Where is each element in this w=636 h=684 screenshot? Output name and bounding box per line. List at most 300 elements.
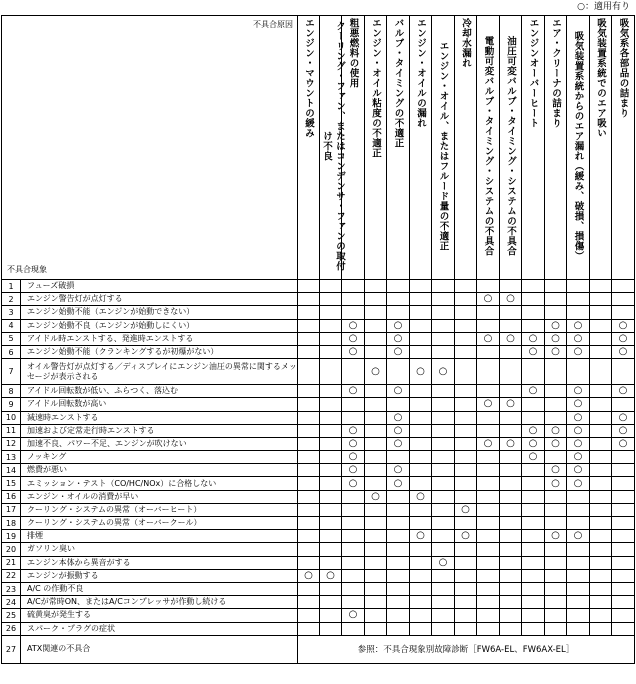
matrix-cell	[500, 385, 522, 398]
matrix-cell	[410, 319, 432, 332]
symptom-label: 硫黄臭が発生する	[21, 609, 298, 622]
matrix-cell	[500, 569, 522, 582]
applicable-mark: ○	[438, 365, 448, 377]
matrix-cell	[410, 517, 432, 530]
matrix-cell	[567, 464, 590, 477]
symptom-row	[2, 411, 635, 424]
applicable-mark: ○	[618, 411, 628, 423]
matrix-cell	[342, 477, 365, 490]
matrix-cell	[342, 280, 365, 293]
matrix-cell	[612, 464, 635, 477]
matrix-cell	[298, 543, 320, 556]
symptom-label: 燃費が悪い	[21, 464, 298, 477]
matrix-cell	[432, 306, 455, 319]
matrix-cell	[612, 490, 635, 503]
applicable-mark: ○	[551, 477, 560, 489]
matrix-cell	[545, 609, 567, 622]
applicable-mark: ○	[393, 385, 403, 397]
matrix-cell	[410, 424, 432, 437]
matrix-cell	[387, 411, 410, 424]
matrix-cell	[522, 503, 545, 516]
matrix-cell	[410, 490, 432, 503]
matrix-cell	[410, 332, 432, 345]
matrix-cell	[298, 306, 320, 319]
row-number: 17	[2, 503, 21, 516]
symptom-label: ATX関連の不具合	[21, 635, 298, 663]
symptom-label: エンジン始動不能（エンジンが始動できない）	[21, 306, 298, 319]
matrix-cell	[522, 477, 545, 490]
matrix-cell	[320, 306, 342, 319]
matrix-cell	[567, 319, 590, 332]
matrix-cell	[320, 332, 342, 345]
cause-column-header	[567, 16, 590, 280]
cause-column-header	[590, 16, 612, 280]
applicable-mark: ○	[618, 437, 628, 449]
matrix-cell	[522, 490, 545, 503]
matrix-cell	[455, 464, 477, 477]
matrix-cell	[522, 609, 545, 622]
row-number: 21	[2, 556, 21, 569]
applicable-mark: ○	[348, 609, 358, 621]
matrix-cell	[545, 569, 567, 582]
matrix-cell	[612, 359, 635, 385]
matrix-cell	[545, 293, 567, 306]
matrix-cell	[522, 437, 545, 450]
applicable-mark: ○	[393, 319, 403, 331]
diagnosis-matrix	[1, 15, 635, 664]
cause-column-header	[387, 16, 410, 280]
applicable-mark: ○	[348, 385, 358, 397]
matrix-cell	[455, 319, 477, 332]
matrix-cell	[387, 464, 410, 477]
matrix-cell	[387, 503, 410, 516]
matrix-cell	[567, 345, 590, 358]
cause-label: クーリング・ファン、またはコンデンサ・ファンの取付け不良	[321, 21, 345, 271]
matrix-cell	[432, 398, 455, 411]
symptom-row	[2, 582, 635, 595]
matrix-cell	[320, 556, 342, 569]
matrix-cell	[567, 332, 590, 345]
matrix-cell	[365, 319, 387, 332]
symptom-label: アイドル回転数が高い	[21, 398, 298, 411]
matrix-cell	[477, 569, 500, 582]
symptom-row	[2, 517, 635, 530]
matrix-cell	[545, 451, 567, 464]
matrix-cell	[455, 477, 477, 490]
matrix-cell	[522, 319, 545, 332]
matrix-cell	[522, 517, 545, 530]
matrix-cell	[320, 437, 342, 450]
applicable-mark: ○	[438, 556, 448, 568]
matrix-cell	[320, 517, 342, 530]
applicable-mark: ○	[551, 437, 560, 449]
matrix-cell	[320, 411, 342, 424]
matrix-cell	[342, 359, 365, 385]
matrix-cell	[477, 582, 500, 595]
matrix-cell	[522, 622, 545, 635]
matrix-cell	[387, 622, 410, 635]
matrix-cell	[432, 556, 455, 569]
symptom-label: A/C の作動不良	[21, 582, 298, 595]
symptom-label: エンジン警告灯が点灯する	[21, 293, 298, 306]
row-number: 15	[2, 477, 21, 490]
matrix-cell	[590, 385, 612, 398]
matrix-cell	[298, 609, 320, 622]
matrix-cell	[612, 293, 635, 306]
matrix-cell	[387, 385, 410, 398]
symptom-header-label: 不具合現象	[7, 265, 47, 274]
matrix-cell	[500, 582, 522, 595]
matrix-cell	[545, 398, 567, 411]
applicable-mark: ○	[618, 332, 628, 344]
matrix-cell	[612, 609, 635, 622]
matrix-cell	[455, 424, 477, 437]
matrix-cell	[342, 517, 365, 530]
applicable-mark: ○	[551, 319, 560, 331]
applicable-mark: ○	[528, 385, 538, 397]
cause-label: エンジン・オイルの漏れ	[415, 18, 426, 128]
applicable-mark: ○	[326, 569, 335, 581]
matrix-cell	[590, 293, 612, 306]
matrix-cell	[320, 609, 342, 622]
row-number: 9	[2, 398, 21, 411]
cause-label: エンジンオーバーヒート	[527, 18, 539, 128]
matrix-cell	[477, 517, 500, 530]
applicable-mark: ○	[528, 424, 538, 436]
matrix-cell	[500, 596, 522, 609]
matrix-cell	[298, 437, 320, 450]
row-number: 4	[2, 319, 21, 332]
cause-label: エア・クリーナの詰まり	[550, 18, 561, 128]
matrix-cell	[320, 582, 342, 595]
matrix-cell	[432, 530, 455, 543]
matrix-cell	[298, 332, 320, 345]
matrix-cell	[500, 503, 522, 516]
symptom-label: ガソリン臭い	[21, 543, 298, 556]
matrix-cell	[432, 622, 455, 635]
cause-column-header	[365, 16, 387, 280]
matrix-cell	[320, 319, 342, 332]
matrix-cell	[387, 359, 410, 385]
matrix-cell	[432, 332, 455, 345]
matrix-cell	[455, 306, 477, 319]
matrix-cell	[342, 451, 365, 464]
matrix-cell	[320, 596, 342, 609]
matrix-cell	[432, 464, 455, 477]
applicable-mark: ○	[348, 332, 358, 344]
matrix-cell	[410, 359, 432, 385]
matrix-cell	[342, 596, 365, 609]
matrix-cell	[500, 319, 522, 332]
matrix-cell	[545, 517, 567, 530]
matrix-cell	[477, 306, 500, 319]
matrix-cell	[410, 609, 432, 622]
matrix-cell	[455, 437, 477, 450]
matrix-cell	[477, 345, 500, 358]
matrix-cell	[298, 411, 320, 424]
matrix-cell	[365, 306, 387, 319]
matrix-cell	[298, 385, 320, 398]
matrix-cell	[432, 280, 455, 293]
matrix-cell	[567, 622, 590, 635]
cause-label: エンジン・オイル粘度の不適正	[370, 18, 381, 158]
applicable-mark: ○	[393, 464, 403, 476]
matrix-cell	[500, 543, 522, 556]
matrix-cell	[567, 293, 590, 306]
symptom-label: ノッキング	[21, 451, 298, 464]
matrix-cell	[590, 543, 612, 556]
matrix-cell	[298, 359, 320, 385]
cause-label: バルブ・タイミングの不適正	[392, 18, 404, 148]
matrix-cell	[342, 609, 365, 622]
matrix-cell	[455, 596, 477, 609]
matrix-cell	[432, 596, 455, 609]
cause-column-header	[298, 16, 320, 280]
matrix-cell	[455, 569, 477, 582]
matrix-cell	[365, 385, 387, 398]
matrix-cell	[365, 596, 387, 609]
matrix-cell	[432, 359, 455, 385]
row-number: 25	[2, 609, 21, 622]
matrix-cell	[590, 609, 612, 622]
matrix-cell	[387, 280, 410, 293]
matrix-cell	[342, 332, 365, 345]
matrix-cell	[342, 411, 365, 424]
matrix-cell	[320, 622, 342, 635]
symptom-label: クーリング・システムの異常（オーバーヒート）	[21, 503, 298, 516]
matrix-cell	[387, 543, 410, 556]
matrix-cell	[500, 622, 522, 635]
matrix-cell	[567, 569, 590, 582]
symptom-row	[2, 385, 635, 398]
matrix-cell	[500, 332, 522, 345]
matrix-cell	[320, 490, 342, 503]
applicable-mark: ○	[393, 332, 403, 344]
cause-column-header	[410, 16, 432, 280]
matrix-cell	[455, 490, 477, 503]
applicable-mark: ○	[483, 293, 493, 305]
symptom-label: エンジン始動不能（クランキングするが初爆がない）	[21, 345, 298, 358]
matrix-cell	[410, 398, 432, 411]
applicable-mark: ○	[483, 332, 493, 344]
matrix-cell	[298, 490, 320, 503]
symptom-row	[2, 293, 635, 306]
matrix-cell	[342, 464, 365, 477]
matrix-cell	[387, 293, 410, 306]
matrix-cell	[455, 556, 477, 569]
cause-label: エンジン・マウントの緩み	[303, 18, 314, 138]
matrix-cell	[567, 543, 590, 556]
matrix-cell	[298, 451, 320, 464]
symptom-row	[2, 398, 635, 411]
matrix-cell	[500, 530, 522, 543]
matrix-cell	[500, 517, 522, 530]
row-number: 2	[2, 293, 21, 306]
matrix-cell	[410, 280, 432, 293]
applicable-mark: ○	[551, 346, 560, 358]
applicable-mark: ○	[506, 332, 515, 344]
matrix-cell	[455, 332, 477, 345]
matrix-cell	[342, 490, 365, 503]
matrix-cell	[387, 451, 410, 464]
matrix-cell	[410, 503, 432, 516]
matrix-cell	[410, 543, 432, 556]
row-number: 27	[2, 635, 21, 663]
applicable-mark: ○	[393, 477, 403, 489]
matrix-cell	[455, 359, 477, 385]
cause-label: 粗悪燃料の使用	[347, 18, 359, 88]
matrix-cell	[410, 293, 432, 306]
cause-label: 冷却水漏れ	[460, 18, 471, 68]
symptom-row	[2, 596, 635, 609]
matrix-cell	[545, 622, 567, 635]
matrix-cell	[455, 530, 477, 543]
matrix-cell	[567, 424, 590, 437]
symptom-row	[2, 477, 635, 490]
matrix-cell	[298, 477, 320, 490]
matrix-cell	[477, 385, 500, 398]
matrix-cell	[500, 609, 522, 622]
matrix-cell	[590, 596, 612, 609]
matrix-cell	[590, 319, 612, 332]
row-number: 3	[2, 306, 21, 319]
matrix-cell	[590, 477, 612, 490]
symptom-row	[2, 280, 635, 293]
matrix-cell	[432, 477, 455, 490]
matrix-cell	[455, 582, 477, 595]
matrix-cell	[567, 306, 590, 319]
matrix-cell	[612, 306, 635, 319]
symptom-label: エンジン始動不良（エンジンが始動しにくい）	[21, 319, 298, 332]
matrix-cell	[387, 596, 410, 609]
matrix-cell	[477, 359, 500, 385]
row-number: 7	[2, 359, 21, 385]
applicable-mark: ○	[461, 503, 470, 515]
matrix-cell	[455, 345, 477, 358]
row-number: 19	[2, 530, 21, 543]
row-number: 18	[2, 517, 21, 530]
matrix-cell	[320, 503, 342, 516]
matrix-cell	[545, 385, 567, 398]
row-number: 8	[2, 385, 21, 398]
matrix-cell	[522, 345, 545, 358]
matrix-cell	[342, 398, 365, 411]
applicable-mark: ○	[573, 424, 583, 436]
matrix-cell	[522, 306, 545, 319]
matrix-cell	[500, 411, 522, 424]
matrix-cell	[298, 319, 320, 332]
symptom-row	[2, 609, 635, 622]
matrix-cell	[545, 530, 567, 543]
matrix-cell	[410, 622, 432, 635]
symptom-row	[2, 345, 635, 358]
matrix-cell	[342, 306, 365, 319]
matrix-cell	[432, 451, 455, 464]
matrix-cell	[320, 359, 342, 385]
matrix-cell	[432, 609, 455, 622]
matrix-cell	[567, 385, 590, 398]
applicable-mark: ○	[551, 424, 560, 436]
matrix-cell	[567, 556, 590, 569]
symptom-label: エンジン本体から異音がする	[21, 556, 298, 569]
applicable-mark: ○	[506, 293, 515, 305]
row-number: 5	[2, 332, 21, 345]
symptom-label: エンジン・オイルの消費が早い	[21, 490, 298, 503]
applicable-mark: ○	[618, 319, 628, 331]
matrix-cell	[477, 503, 500, 516]
applicable-mark: ○	[348, 464, 358, 476]
matrix-cell	[612, 477, 635, 490]
matrix-cell	[522, 464, 545, 477]
matrix-cell	[545, 319, 567, 332]
matrix-cell	[432, 503, 455, 516]
cause-header-label: 不具合原因	[253, 20, 293, 29]
matrix-cell	[500, 464, 522, 477]
row-number: 6	[2, 345, 21, 358]
cause-column-header	[500, 16, 522, 280]
symptom-row	[2, 451, 635, 464]
matrix-cell	[590, 437, 612, 450]
matrix-cell	[298, 398, 320, 411]
matrix-cell	[522, 280, 545, 293]
matrix-cell	[432, 517, 455, 530]
symptom-row	[2, 622, 635, 635]
applicable-mark: ○	[371, 490, 380, 502]
applicable-mark: ○	[551, 332, 560, 344]
cause-label: 吸気系各部品の詰まり	[617, 18, 629, 118]
applicable-mark: ○	[393, 411, 403, 423]
matrix-cell	[477, 464, 500, 477]
matrix-cell	[298, 464, 320, 477]
symptom-label: 加速および定常走行時エンストする	[21, 424, 298, 437]
matrix-cell	[320, 477, 342, 490]
matrix-cell	[612, 345, 635, 358]
symptom-label: 減速時エンストする	[21, 411, 298, 424]
row-number: 13	[2, 451, 21, 464]
matrix-cell	[612, 280, 635, 293]
matrix-cell	[387, 306, 410, 319]
matrix-cell	[342, 385, 365, 398]
matrix-cell	[410, 464, 432, 477]
applicable-mark: ○	[573, 530, 583, 542]
applicable-mark: ○	[506, 398, 515, 410]
matrix-cell	[410, 345, 432, 358]
matrix-cell	[477, 319, 500, 332]
matrix-cell	[522, 332, 545, 345]
matrix-cell	[432, 319, 455, 332]
matrix-cell	[500, 306, 522, 319]
matrix-cell	[432, 411, 455, 424]
symptom-row	[2, 332, 635, 345]
matrix-cell	[387, 332, 410, 345]
matrix-cell	[455, 280, 477, 293]
row-number: 24	[2, 596, 21, 609]
matrix-cell	[590, 622, 612, 635]
matrix-cell	[320, 398, 342, 411]
matrix-cell	[455, 451, 477, 464]
applicable-mark: ○	[573, 346, 583, 358]
matrix-cell	[567, 517, 590, 530]
cause-label: 吸気装置系統でのエア吸い	[595, 18, 606, 138]
matrix-cell	[477, 622, 500, 635]
matrix-cell	[387, 569, 410, 582]
matrix-cell	[342, 424, 365, 437]
matrix-cell	[320, 464, 342, 477]
matrix-cell	[365, 464, 387, 477]
matrix-cell	[500, 398, 522, 411]
matrix-cell	[500, 437, 522, 450]
matrix-cell	[365, 490, 387, 503]
